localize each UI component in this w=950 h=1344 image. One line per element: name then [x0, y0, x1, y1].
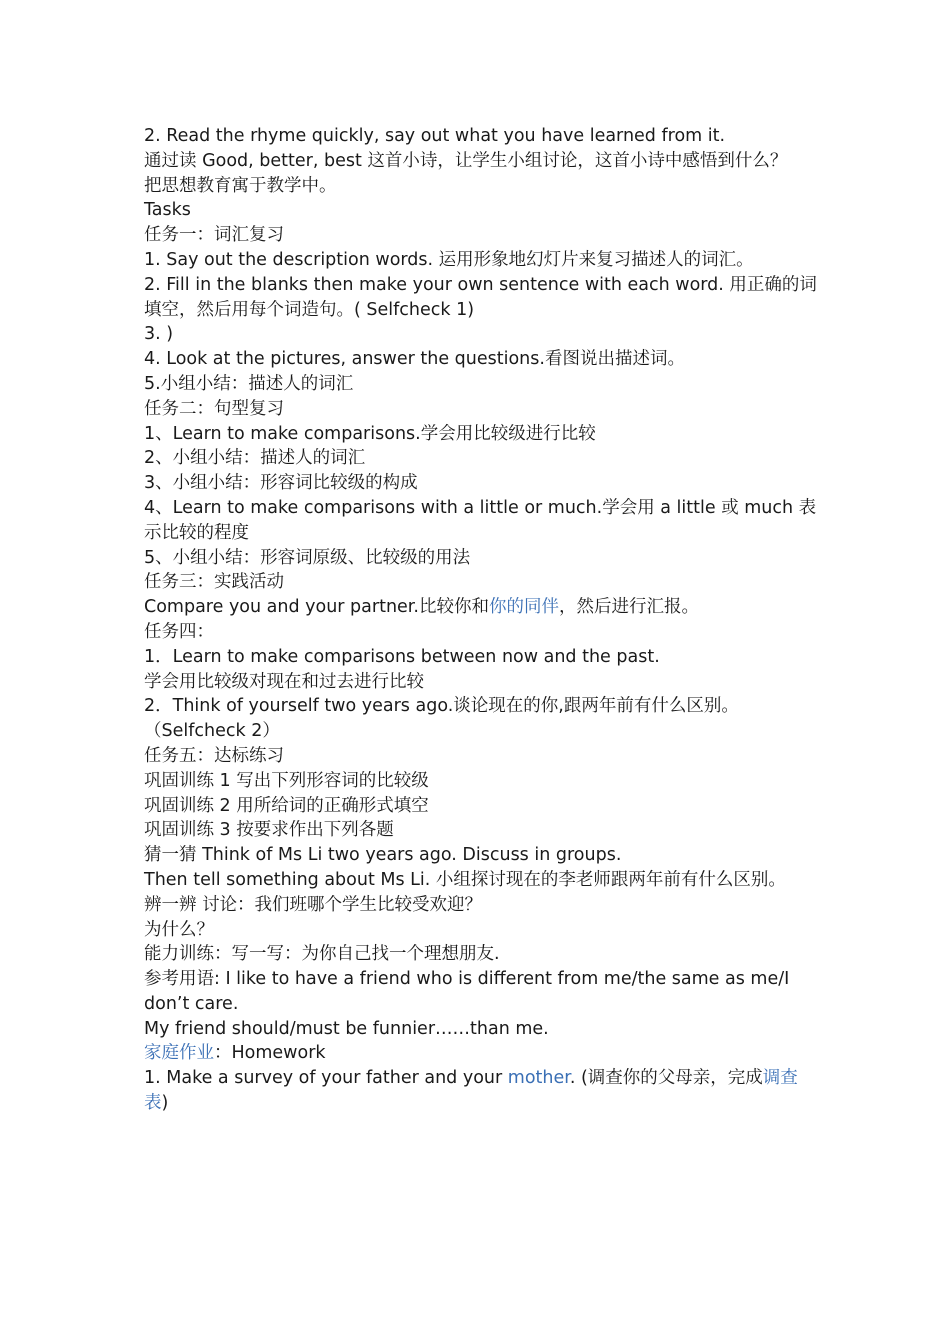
text-segment: Tasks — [144, 200, 191, 221]
text-segment: 把思想教育寓于教学中。 — [144, 175, 337, 196]
text-segment: 任务四： — [144, 621, 214, 642]
text-segment: 2．Think of yourself two years ago.谈论现在的你,跟两年前有什么区别。 — [144, 696, 739, 717]
text-line — [144, 992, 809, 1017]
survey-link[interactable]: 调查 — [762, 1068, 798, 1089]
text-line — [144, 595, 809, 620]
text-segment: 2. Fill in the blanks then make your own sentence with each word. 用正确的词 — [144, 274, 817, 295]
text-segment: 1、Learn to make comparisons.学会用比较级进行比较 — [144, 423, 596, 444]
text-segment: 3、小组小结：形容词比较级的构成 — [144, 473, 418, 494]
text-line — [144, 124, 809, 149]
text-segment: 2. Read the rhyme quickly, say out what you have learned from it. — [144, 126, 726, 146]
text-segment: 4. Look at the pictures, answer the questions.看图说出描述词。 — [144, 349, 685, 370]
text-segment: 巩固训练 1 写出下列形容词的比较级 — [144, 770, 429, 791]
text-segment: 5.小组小结：描述人的词汇 — [144, 373, 354, 394]
text-line — [144, 1017, 809, 1042]
text-segment: My friend should/must be funnier……than me. — [144, 1018, 549, 1039]
text-line — [144, 893, 809, 918]
text-line — [144, 248, 809, 273]
text-segment: 4、Learn to make comparisons with a little or much.学会用 a little 或 much 表 — [144, 497, 817, 518]
text-segment: 猜一猜 Think of Ms Li two years ago. Discuss in groups. — [144, 845, 622, 866]
text-segment: 巩固训练 3 按要求作出下列各题 — [144, 820, 394, 841]
text-segment: Then tell something about Ms Li. 小组探讨现在的李老师跟两年前有什么区别。 — [144, 869, 786, 890]
text-line — [144, 322, 809, 347]
text-segment: don’t care. — [144, 993, 239, 1014]
text-segment: 示比较的程度 — [144, 522, 249, 543]
text-segment: 3. ) — [144, 324, 174, 345]
text-line — [144, 347, 809, 372]
task-heading-4 — [144, 620, 809, 645]
text-line — [144, 942, 809, 967]
text-segment: 任务一：词汇复习 — [144, 225, 284, 246]
text-line — [144, 769, 809, 794]
text-segment: 填空，然后用每个词造句。( Selfcheck 1) — [144, 299, 475, 320]
text-segment: 能力训练：写一写：为你自己找一个理想朋友. — [144, 944, 500, 965]
homework-heading — [144, 1041, 809, 1066]
text-segment: 任务五：达标练习 — [144, 745, 284, 766]
text-line — [144, 496, 817, 521]
text-segment: 参考用语: I like to have a friend who is different from me/the same as me/I — [144, 969, 790, 990]
text-line — [144, 818, 809, 843]
text-line — [144, 719, 809, 744]
text-line — [144, 868, 809, 893]
text-segment: （Selfcheck 2） — [144, 721, 280, 742]
text-line — [144, 372, 809, 397]
task-heading-5 — [144, 744, 809, 769]
text-line — [144, 546, 809, 571]
text-segment: 1. Make a survey of your father and your — [144, 1068, 508, 1089]
text-line — [144, 843, 809, 868]
text-line — [144, 967, 809, 992]
text-line — [144, 149, 809, 174]
text-line — [144, 645, 809, 670]
text-line — [144, 446, 809, 471]
text-segment: Compare you and your partner.比较你和 — [144, 597, 489, 618]
mother-link[interactable]: mother — [507, 1068, 570, 1089]
text-line — [144, 521, 809, 546]
text-segment: 1．Learn to make comparisons between now and the past. — [144, 646, 660, 667]
text-segment: ) — [161, 1093, 169, 1114]
text-segment: 学会用比较级对现在和过去进行比较 — [144, 671, 424, 692]
text-line — [144, 1066, 809, 1091]
task-heading-3 — [144, 570, 809, 595]
homework-link[interactable]: 家庭作业 — [144, 1043, 214, 1064]
document-body — [144, 124, 817, 1116]
text-segment: 5、小组小结：形容词原级、比较级的用法 — [144, 547, 471, 568]
text-line — [144, 694, 809, 719]
text-segment: ，然后进行汇报。 — [558, 597, 699, 618]
text-line — [144, 918, 809, 943]
text-line — [144, 670, 809, 695]
text-segment: 辨一辨 讨论：我们班哪个学生比较受欢迎？ — [144, 894, 483, 915]
text-segment: ：Homework — [214, 1043, 326, 1064]
text-line — [144, 298, 809, 323]
text-line — [144, 174, 809, 199]
task-heading-1 — [144, 223, 809, 248]
task-heading-2 — [144, 397, 809, 422]
text-segment: 1. Say out the description words. 运用形象地幻灯片来复习描述人的词汇。 — [144, 249, 754, 270]
text-segment: 2、小组小结：描述人的词汇 — [144, 448, 366, 469]
text-line — [144, 794, 809, 819]
survey-table-link[interactable]: 表 — [144, 1093, 162, 1114]
text-line — [144, 471, 809, 496]
text-line — [144, 1091, 809, 1116]
text-segment: 任务二：句型复习 — [144, 398, 284, 419]
section-heading-tasks — [144, 198, 809, 223]
text-segment: 任务三：实践活动 — [144, 572, 284, 593]
partner-link[interactable]: 你的同伴 — [488, 597, 559, 618]
text-segment: 为什么？ — [144, 919, 214, 940]
text-segment: 通过读 Good, better, best 这首小诗，让学生小组讨论，这首小诗中感悟到什么？ — [144, 150, 788, 171]
text-line — [144, 422, 809, 447]
text-segment: 巩固训练 2 用所给词的正确形式填空 — [144, 795, 429, 816]
text-line — [144, 273, 817, 298]
text-segment: . (调查你的父母亲，完成 — [569, 1068, 763, 1089]
